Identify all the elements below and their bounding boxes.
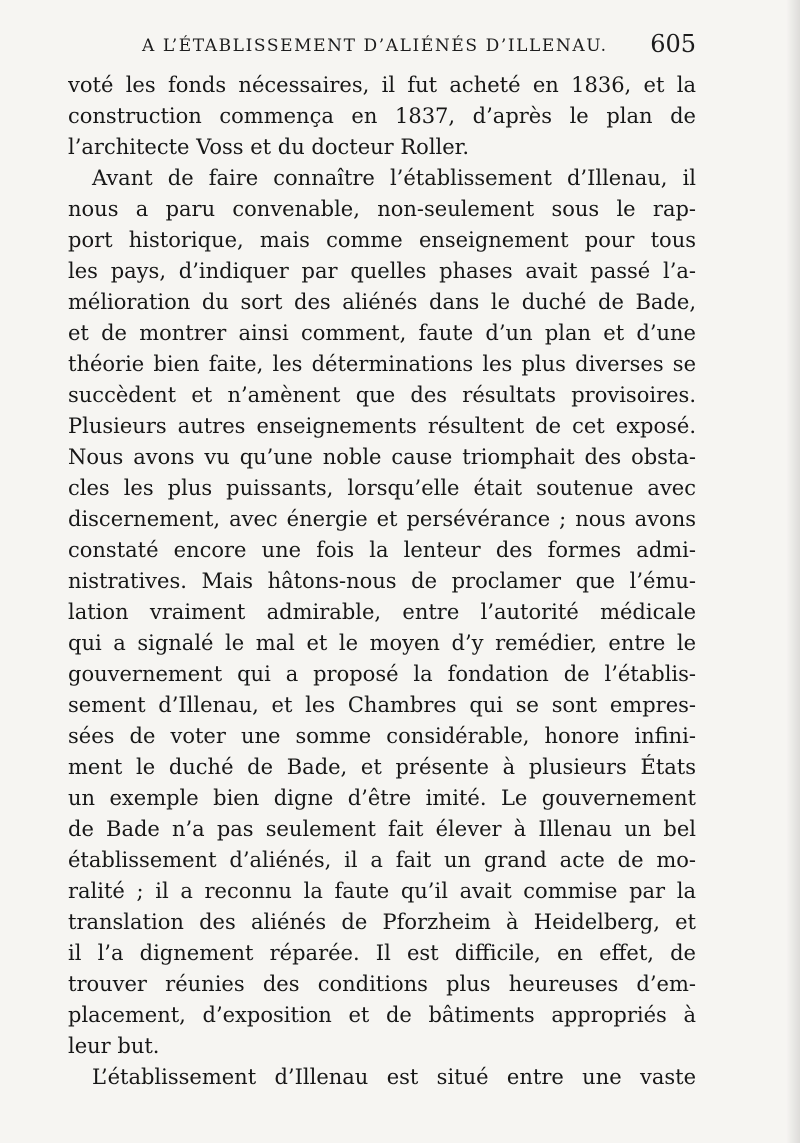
text-line: constaté encore une fois la lenteur des formes admi- — [68, 538, 696, 562]
body-text — [68, 70, 696, 1093]
text-line: gouvernement qui a proposé la fondation de l’établis- — [68, 662, 696, 686]
text-line: placement, d’exposition et de bâtiments appropriés à — [68, 1003, 696, 1027]
text-line: qui a signalé le mal et le moyen d’y remédier, entre le — [68, 631, 696, 655]
text-line: voté les fonds nécessaires, il fut acheté en 1836, et la — [68, 73, 696, 97]
text-line: discernement, avec énergie et persévérance ; nous avons — [68, 507, 696, 531]
text-line: lation vraiment admirable, entre l’autorité médicale — [68, 600, 696, 624]
text-line: Plusieurs autres enseignements résultent de cet exposé. — [68, 414, 696, 438]
text-line: les pays, d’indiquer par quelles phases avait passé l’a- — [68, 259, 696, 283]
text-line: succèdent et n’amènent que des résultats provisoires. — [68, 383, 696, 407]
text-line: mélioration du sort des aliénés dans le duché de Bade, — [68, 290, 696, 314]
text-line: construction commença en 1837, d’après le plan de — [68, 104, 696, 128]
running-header — [68, 30, 696, 64]
text-line: établissement d’aliénés, il a fait un grand acte de mo- — [68, 848, 696, 872]
text-line: théorie bien faite, les déterminations les plus diverses se — [68, 352, 696, 376]
text-line: et de montrer ainsi comment, faute d’un plan et d’une — [68, 321, 696, 345]
text-line: sement d’Illenau, et les Chambres qui se sont empres- — [68, 693, 696, 717]
page-number: 605 — [650, 30, 696, 58]
text-line: cles les plus puissants, lorsqu’elle était soutenue avec — [68, 476, 696, 500]
text-line: leur but. — [68, 1034, 160, 1058]
text-line: l’architecte Voss et du docteur Roller. — [68, 135, 470, 159]
text-line: ment le duché de Bade, et présente à plusieurs États — [68, 755, 696, 779]
running-title: A L’ÉTABLISSEMENT D’ALIÉNÉS D’ILLENAU. — [142, 36, 608, 56]
text-line: translation des aliénés de Pforzheim à Heidelberg, et — [68, 910, 696, 934]
text-line: Nous avons vu qu’une noble cause triomphait des obsta- — [68, 445, 696, 469]
text-line: ralité ; il a reconnu la faute qu’il avait commise par la — [68, 879, 696, 903]
text-line: un exemple bien digne d’être imité. Le gouvernement — [68, 786, 696, 810]
text-line: Avant de faire connaître l’établissement d’Illenau, il — [92, 166, 696, 190]
text-line: L’établissement d’Illenau est situé entre une vaste — [92, 1065, 696, 1089]
text-line: trouver réunies des conditions plus heureuses d’em- — [68, 972, 696, 996]
text-line: port historique, mais comme enseignement pour tous — [68, 228, 696, 252]
text-line: de Bade n’a pas seulement fait élever à Illenau un bel — [68, 817, 696, 841]
text-line: nistratives. Mais hâtons-nous de proclamer que l’ému- — [68, 569, 696, 593]
page-edge-shadow — [786, 0, 800, 1143]
text-line: sées de voter une somme considérable, honore infini- — [68, 724, 696, 748]
text-line: nous a paru convenable, non-seulement sous le rap- — [68, 197, 696, 221]
text-line: il l’a dignement réparée. Il est difficile, en effet, de — [68, 941, 696, 965]
